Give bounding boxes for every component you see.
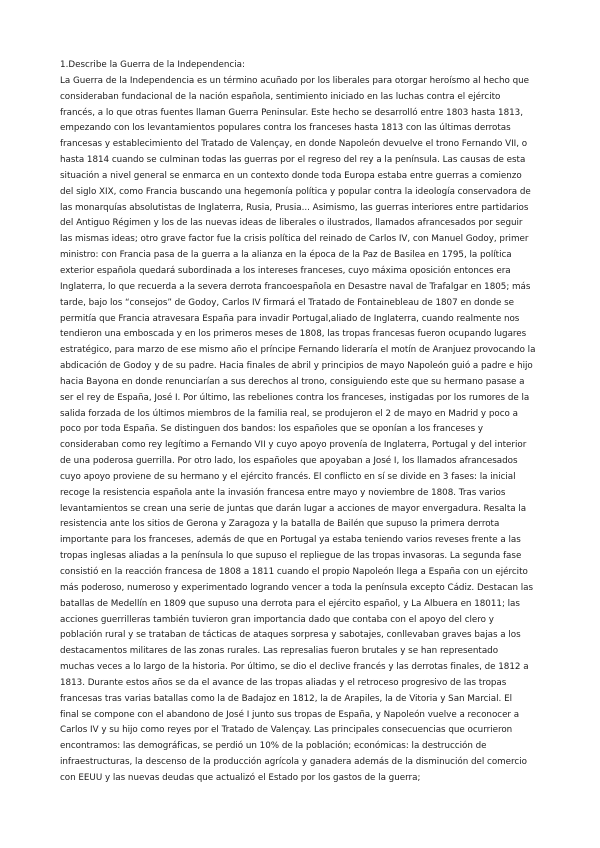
document-page	[60, 58, 542, 787]
answer-line: levantamientos se crean una serie de juntas que darán lugar a acciones de mayor envergadura. Resalta la	[60, 503, 527, 514]
answer-line: de una poderosa guerrilla. Por otro lado, los españoles que apoyaban a José I, los llamados afrancesados	[60, 456, 518, 467]
answer-line: ministro: con Francia pasa de la guerra a la alianza en la época de la Paz de Basilea en 1795, la política	[60, 250, 512, 261]
answer-line: La Guerra de la Independencia es un término acuñado por los liberales para otorgar heroísmo al hecho que	[60, 75, 530, 86]
answer-line: ser el rey de España, José I. Por último, las rebeliones contra los franceses, instigadas por los rumores de la	[60, 392, 530, 403]
answer-line: más poderoso, numeroso y experimentado logrando vencer a toda la península excepto Cádiz. Destacan las	[60, 582, 534, 593]
answer-line: batallas de Medellín en 1809 que supuso una derrota para el ejército español, y La Albuera en 18011; las	[60, 598, 520, 609]
answer-line: tarde, bajo los “consejos” de Godoy, Carlos IV firmará el Tratado de Fontainebleau de 1807 en donde se	[60, 297, 515, 308]
answer-line: final se compone con el abandono de José I junto sus tropas de España, y Napoleón vuelve a reconocer a	[60, 709, 520, 720]
answer-line: tendieron una emboscada y en los primeros meses de 1808, las tropas francesas fueron ocupando lugares	[60, 329, 527, 340]
answer-line: del siglo XIX, como Francia buscando una hegemonía política y popular contra la ideología conservadora de	[60, 186, 531, 197]
answer-line: Inglaterra, lo que recuerda a la severa derrota francoespañola en Desastre naval de Trafalgar en 1805; más	[60, 281, 531, 292]
answer-line: las monarquías absolutistas de Inglaterra, Rusia, Prusia... Asimismo, las guerras interiores entre partidarios	[60, 202, 529, 213]
answer-line: acciones guerrilleras también tuvieron gran importancia dado que contaba con el apoyo del clero y	[60, 614, 494, 625]
answer-line: situación a nivel general se enmarca en un contexto donde toda Europa estaba entre guerras a comienzo	[60, 170, 522, 181]
answer-line: las mismas ideas; otro grave factor fue la crisis política del reinado de Carlos IV, con Manuel Godoy, primer	[60, 234, 529, 245]
answer-line: destacamentos militares de las zonas rurales. Las represalias fueron brutales y se han representado	[60, 646, 499, 657]
answer-line: del Antiguo Régimen y los de las nuevas ideas de liberales o ilustrados, llamados afrancesados por seguir	[60, 218, 523, 229]
answer-line: abdicación de Godoy y de su padre. Hacia finales de abril y principios de mayo Napoleón guió a padre e hijo	[60, 361, 533, 372]
answer-line: consideraban como rey legítimo a Fernando VII y cuyo apoyo provenía de Inglaterra, Portugal y del interior	[60, 440, 527, 451]
answer-line: consideraban fundacional de la nación española, sentimiento iniciado en las luchas contra el ejército	[60, 91, 501, 102]
answer-line: exterior española quedará subordinada a los intereses franceses, cuyo máxima oposición entonces era	[60, 265, 511, 276]
answer-line: poco por toda España. Se distinguen dos bandos: los españoles que se oponían a los franceses y	[60, 424, 484, 435]
answer-line: población rural y se trataban de tácticas de ataques sorpresa y sabotajes, conllevaban graves bajas a los	[60, 630, 521, 641]
answer-line: recoge la resistencia española ante la invasión francesa entre mayo y noviembre de 1808. Tras varios	[60, 487, 506, 498]
answer-line: estratégico, para marzo de ese mismo año el príncipe Fernando lideraría el motín de Aranjuez provocando la	[60, 345, 536, 356]
answer-line: Carlos IV y su hijo como reyes por el Tratado de Valençay. Las principales consecuencias que ocurrieron	[60, 725, 513, 736]
answer-line: salida forzada de los últimos miembros de la familia real, se produjeron el 2 de mayo en Madrid y poco a	[60, 408, 518, 419]
answer-line: consistió en la reacción francesa de 1808 a 1811 cuando el propio Napoleón llega a España con un ejército	[60, 567, 528, 577]
answer-line: muchas veces a lo largo de la historia. Por último, se dio el declive francés y las derrotas finales, de 1812 a	[60, 662, 529, 673]
question-heading: 1.Describe la Guerra de la Independencia:	[60, 60, 245, 70]
answer-line: permitía que Francia atravesara España para invadir Portugal,aliado de Inglaterra, cuando realmente nos	[60, 313, 520, 324]
answer-line: empezando con los levantamientos populares contra los franceses hasta 1813 con las últimas derrotas	[60, 123, 511, 134]
answer-line: 1813. Durante estos años se da el avance de las tropas aliadas y el retroceso progresivo de las tropas	[60, 677, 507, 688]
answer-line: hasta 1814 cuando se culminan todas las guerras por el regreso del rey a la península. Las causas de esta	[60, 155, 526, 166]
answer-line: infraestructuras, la descenso de la producción agrícola y ganadera además de la disminución del comercio	[60, 757, 527, 768]
answer-paragraph	[60, 74, 542, 787]
answer-line: francesas y establecimiento del Tratado de Valençay, en donde Napoleón devuelve el trono Fernando VII, o	[60, 139, 528, 150]
answer-line: francesas tras varias batallas como la de Badajoz en 1812, la de Arapiles, la de Vitoria y San Marcial. El	[60, 693, 513, 704]
answer-line: encontramos: las demográficas, se perdió un 10% de la población; económicas: la destrucción de	[60, 741, 487, 752]
answer-line: cuyo apoyo proviene de su hermano y el ejército francés. El conflicto en sí se divide en 3 fases: la inicial	[60, 471, 516, 482]
answer-line: importante para los franceses, además de que en Portugal ya estaba teniendo varios reveses frente a las	[60, 535, 521, 546]
answer-line: hacia Bayona en donde renunciarían a sus derechos al trono, consiguiendo este que su hermano pasase a	[60, 376, 525, 387]
answer-line: tropas inglesas aliadas a la península lo que supuso el repliegue de las tropas invasoras. La segunda fase	[60, 551, 522, 562]
answer-line: con EEUU y las nuevas deudas que actualizó el Estado por los gastos de la guerra;	[60, 772, 421, 783]
answer-line: resistencia ante los sitios de Gerona y Zaragoza y la batalla de Bailén que supuso la primera derrota	[60, 519, 500, 530]
answer-line: francés, a lo que otras fuentes llaman Guerra Peninsular. Este hecho se desarrolló entre 1803 hasta 1813,	[60, 107, 523, 118]
